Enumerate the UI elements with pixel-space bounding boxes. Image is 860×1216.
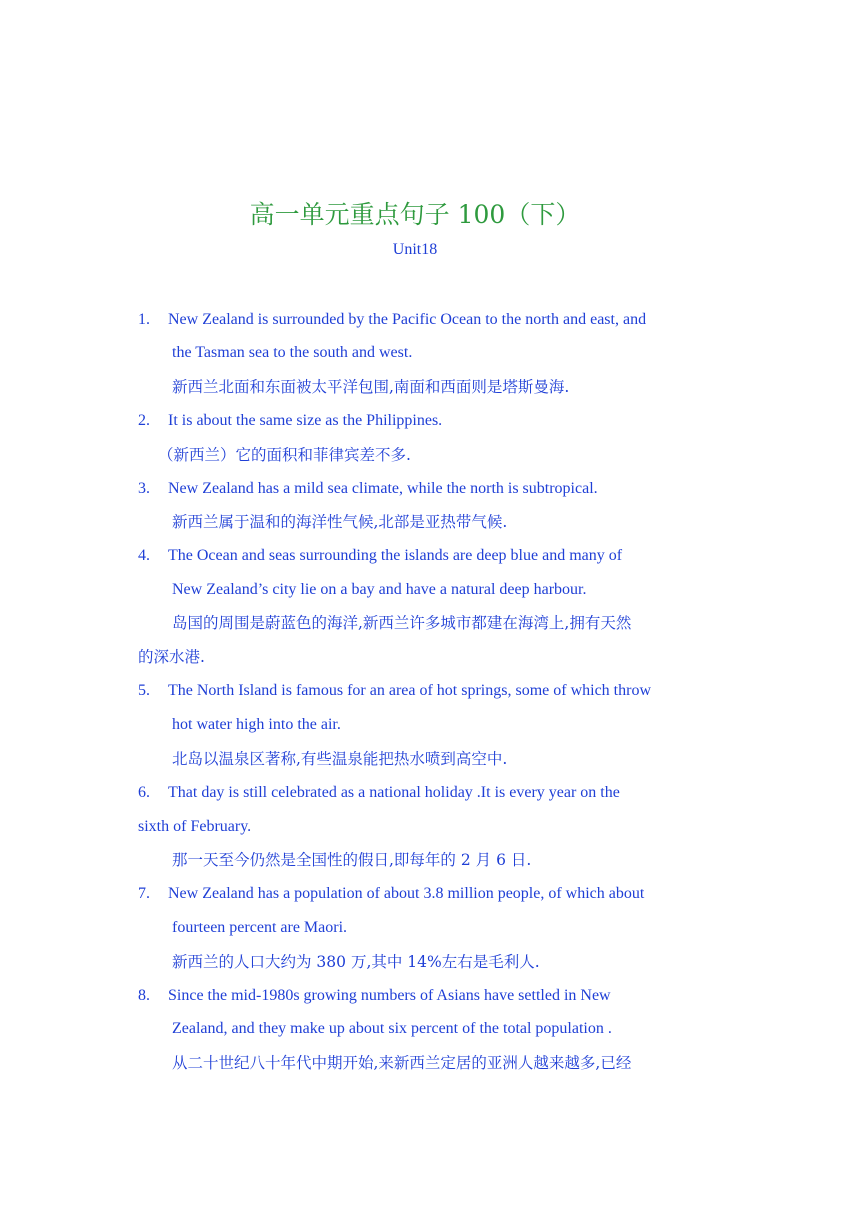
list-item [138,411,442,431]
item-number: 7. [138,885,150,902]
item-english: The Ocean and seas surrounding the islands are deep blue and many of [168,547,623,564]
list-item [138,986,611,1006]
item-chinese: 新西兰的人口大约为 380 万,其中 14%左右是毛利人. [172,953,540,971]
list-item [138,681,651,701]
list-item [138,783,620,803]
item-number: 3. [138,480,150,497]
item-number: 1. [138,311,150,328]
item-english-cont: sixth of February. [138,818,252,835]
item-english: New Zealand has a population of about 3.8 million people, of which about [168,885,645,902]
list-item [138,310,646,330]
item-english-cont: New Zealand’s city lie on a bay and have a natural deep harbour. [172,581,587,598]
item-number: 6. [138,784,150,801]
list-item [138,479,598,499]
item-english: Since the mid-1980s growing numbers of Asians have settled in New [168,987,611,1004]
item-english: It is about the same size as the Philippines. [168,412,443,429]
unit-heading: Unit18 [392,241,438,258]
item-number: 5. [138,682,150,699]
item-number: 2. [138,412,150,429]
item-chinese: （新西兰）它的面积和菲律宾差不多. [158,446,411,464]
list-item [138,546,622,566]
item-chinese: 新西兰属于温和的海洋性气候,北部是亚热带气候. [172,513,508,531]
item-english-cont: fourteen percent are Maori. [172,919,348,936]
page-title: 高一单元重点句子 100（下） [249,200,581,229]
item-chinese: 北岛以温泉区著称,有些温泉能把热水喷到高空中. [172,750,508,768]
item-english-cont: Zealand, and they make up about six percent of the total population . [172,1020,612,1037]
item-english-cont: the Tasman sea to the south and west. [172,344,413,361]
item-english: New Zealand has a mild sea climate, while the north is subtropical. [168,480,598,497]
item-chinese: 那一天至今仍然是全国性的假日,即每年的 2 月 6 日. [172,851,532,869]
list-item [138,884,644,904]
item-english: New Zealand is surrounded by the Pacific Ocean to the north and east, and [168,311,647,328]
item-chinese: 岛国的周围是蔚蓝色的海洋,新西兰许多城市都建在海湾上,拥有天然 [172,614,632,632]
item-number: 4. [138,547,150,564]
item-english-cont: hot water high into the air. [172,716,341,733]
item-chinese: 从二十世纪八十年代中期开始,来新西兰定居的亚洲人越来越多,已经 [172,1054,632,1072]
item-chinese-cont: 的深水港. [138,648,205,666]
item-english: That day is still celebrated as a national holiday .It is every year on the [168,784,620,801]
item-english: The North Island is famous for an area of hot springs, some of which throw [168,682,651,699]
item-number: 8. [138,987,150,1004]
item-chinese: 新西兰北面和东面被太平洋包围,南面和西面则是塔斯曼海. [172,378,570,396]
